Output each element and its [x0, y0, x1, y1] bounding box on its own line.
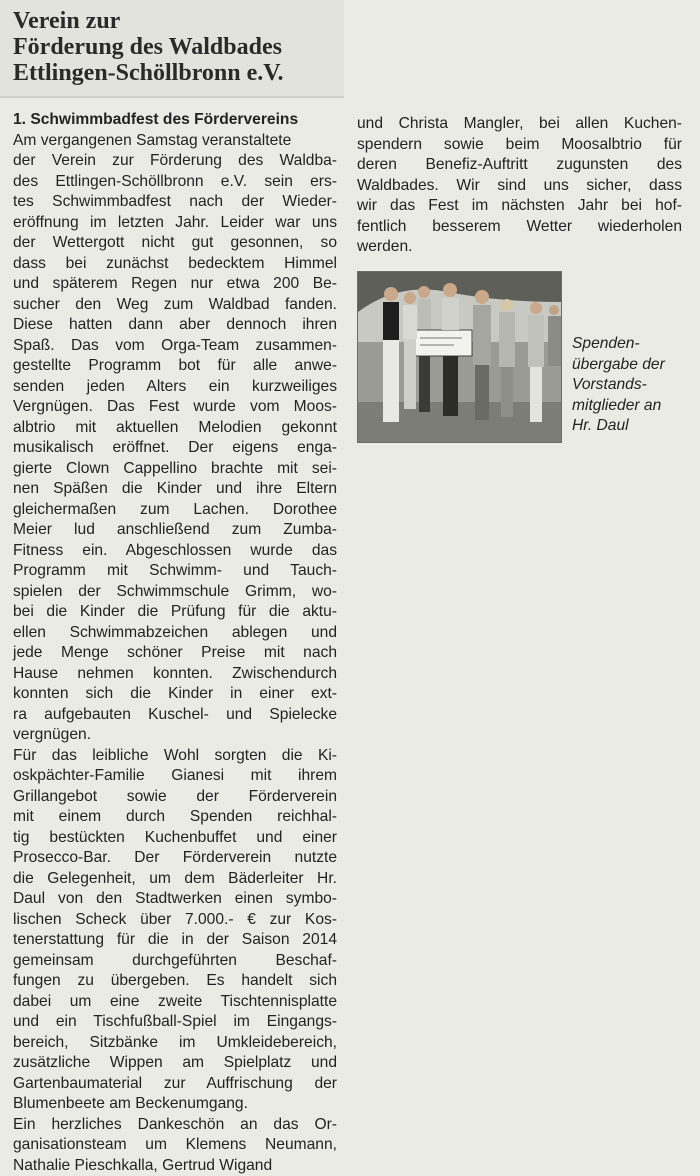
article-line: eröffnung im letzten Jahr. Leider war uns	[13, 213, 337, 234]
article-line: dabei um eine zweite Tischtennisplatte	[13, 992, 337, 1013]
article-line: albtrio mit aktuellen Melodien gekonnt	[13, 418, 337, 439]
article-line: zusätzliche Wippen am Spielplatz und	[13, 1053, 337, 1074]
article-line: Am vergangenen Samstag veranstaltete	[13, 131, 337, 152]
caption-line: übergabe der	[572, 355, 692, 376]
article-line: Fitness ein. Abgeschlossen wurde das	[13, 541, 337, 562]
article-line: der Verein zur Förderung des Waldba-	[13, 151, 337, 172]
article-line: und Christa Mangler, bei allen Kuchen-	[357, 114, 682, 135]
article-line: Waldbades. Wir sind uns sicher, dass	[357, 176, 682, 197]
article-line: Für das leibliche Wohl sorgten die Ki-	[13, 746, 337, 767]
article-line: tes Schwimmbadfest nach der Wieder-	[13, 192, 337, 213]
article-line: Nathalie Pieschkalla, Gertrud Wigand	[13, 1156, 337, 1176]
article-line: tenerstattung für die in der Saison 2014	[13, 930, 337, 951]
article-line: spendern sowie beim Moosalbtrio für	[357, 135, 682, 156]
page-title	[13, 8, 284, 86]
article-line: wir das Fest im nächsten Jahr bei hof-	[357, 196, 682, 217]
article-body-right	[357, 114, 682, 258]
article-line: Daul von den Stadtwerken einen symbo-	[13, 889, 337, 910]
article-line: werden.	[357, 237, 682, 258]
article-line: gestellte Programm bot für alle anwe-	[13, 356, 337, 377]
article-line: Hause nehmen konnten. Zwischendurch	[13, 664, 337, 685]
article-line: bereich, Sitzbänke im Umkleidebereich,	[13, 1033, 337, 1054]
article-body-left	[13, 131, 337, 1176]
article-line: gemeinsam durchgeführten Beschaf-	[13, 951, 337, 972]
article-line: des Ettlingen-Schöllbronn e.V. sein ers-	[13, 172, 337, 193]
article-line: Meier lud anschließend zum Zumba-	[13, 520, 337, 541]
article-line: Blumenbeete am Beckenumgang.	[13, 1094, 337, 1115]
check-handover-photo	[357, 271, 562, 443]
title-line: Ettlingen-Schöllbronn e.V.	[13, 60, 284, 86]
article-heading: 1. Schwimmbadfest des Fördervereins	[13, 110, 337, 131]
article-line: tig bestückten Kuchenbuffet und einer	[13, 828, 337, 849]
article-line: Grillangebot sowie der Förderverein	[13, 787, 337, 808]
article-line: ganisationsteam um Klemens Neumann,	[13, 1135, 337, 1156]
article-line: bei die Kinder die Prüfung für die aktu-	[13, 602, 337, 623]
article-column-left	[13, 110, 337, 1176]
article-line: Diese hatten dann aber dennoch ihren	[13, 315, 337, 336]
article-line: und späterem Regen nur etwa 200 Be-	[13, 274, 337, 295]
article-line: jede Menge schöner Preise mit nach	[13, 643, 337, 664]
article-line: und ein Tischfußball-Spiel im Eingangs-	[13, 1012, 337, 1033]
article-line: Programm mit Schwimm- und Tauch-	[13, 561, 337, 582]
article-line: musikalisch eröffnet. Der eigens enga-	[13, 438, 337, 459]
article-line: dass bei zunächst bedecktem Himmel	[13, 254, 337, 275]
article-line: spielen der Schwimmschule Grimm, wo-	[13, 582, 337, 603]
article-line: Vergnügen. Das Fest wurde vom Moos-	[13, 397, 337, 418]
article-line: lischen Scheck über 7.000.- € zur Kos-	[13, 910, 337, 931]
article-line: konnten sich die Kinder in einer ext-	[13, 684, 337, 705]
title-line: Förderung des Waldbades	[13, 34, 284, 60]
article-line: nen Späßen die Kinder und ihre Eltern	[13, 479, 337, 500]
caption-line: Vorstands-	[572, 375, 692, 396]
article-line: vergnügen.	[13, 725, 337, 746]
caption-line: mitglieder an	[572, 396, 692, 417]
title-line: Verein zur	[13, 8, 284, 34]
article-line: der Wettergott nicht gut gesonnen, so	[13, 233, 337, 254]
article-line: gierte Clown Cappellino brachte mit sei-	[13, 459, 337, 480]
article-line: Prosecco-Bar. Der Förderverein nutzte	[13, 848, 337, 869]
article-line: oskpächter-Familie Gianesi mit ihrem	[13, 766, 337, 787]
article-line: Gartenbaumaterial zur Auffrischung der	[13, 1074, 337, 1095]
caption-line: Hr. Daul	[572, 416, 692, 437]
article-line: ra aufgebauten Kuschel- und Spielecke	[13, 705, 337, 726]
article-line: deren Benefiz-Auftritt zugunsten des	[357, 155, 682, 176]
photo-caption	[572, 334, 692, 437]
article-line: gleichermaßen zum Lachen. Dorothee	[13, 500, 337, 521]
masthead-divider	[0, 96, 344, 98]
article-line: sucher den Weg zum Waldbad fanden.	[13, 295, 337, 316]
article-line: fentlich besserem Wetter wiederholen	[357, 217, 682, 238]
photo-illustration	[358, 272, 561, 442]
article-line: senden jeden Alters ein kurzweiliges	[13, 377, 337, 398]
article-line: Ein herzliches Dankeschön an das Or-	[13, 1115, 337, 1136]
caption-line: Spenden-	[572, 334, 692, 355]
article-line: fungen zu übergeben. Es handelt sich	[13, 971, 337, 992]
article-line: mit einem durch Spenden reichhal-	[13, 807, 337, 828]
article-line: die Gelegenheit, um dem Bäderleiter Hr.	[13, 869, 337, 890]
article-line: ellen Schwimmabzeichen ablegen und	[13, 623, 337, 644]
article-line: Spaß. Das vom Orga-Team zusammen-	[13, 336, 337, 357]
article-column-right	[357, 114, 682, 258]
